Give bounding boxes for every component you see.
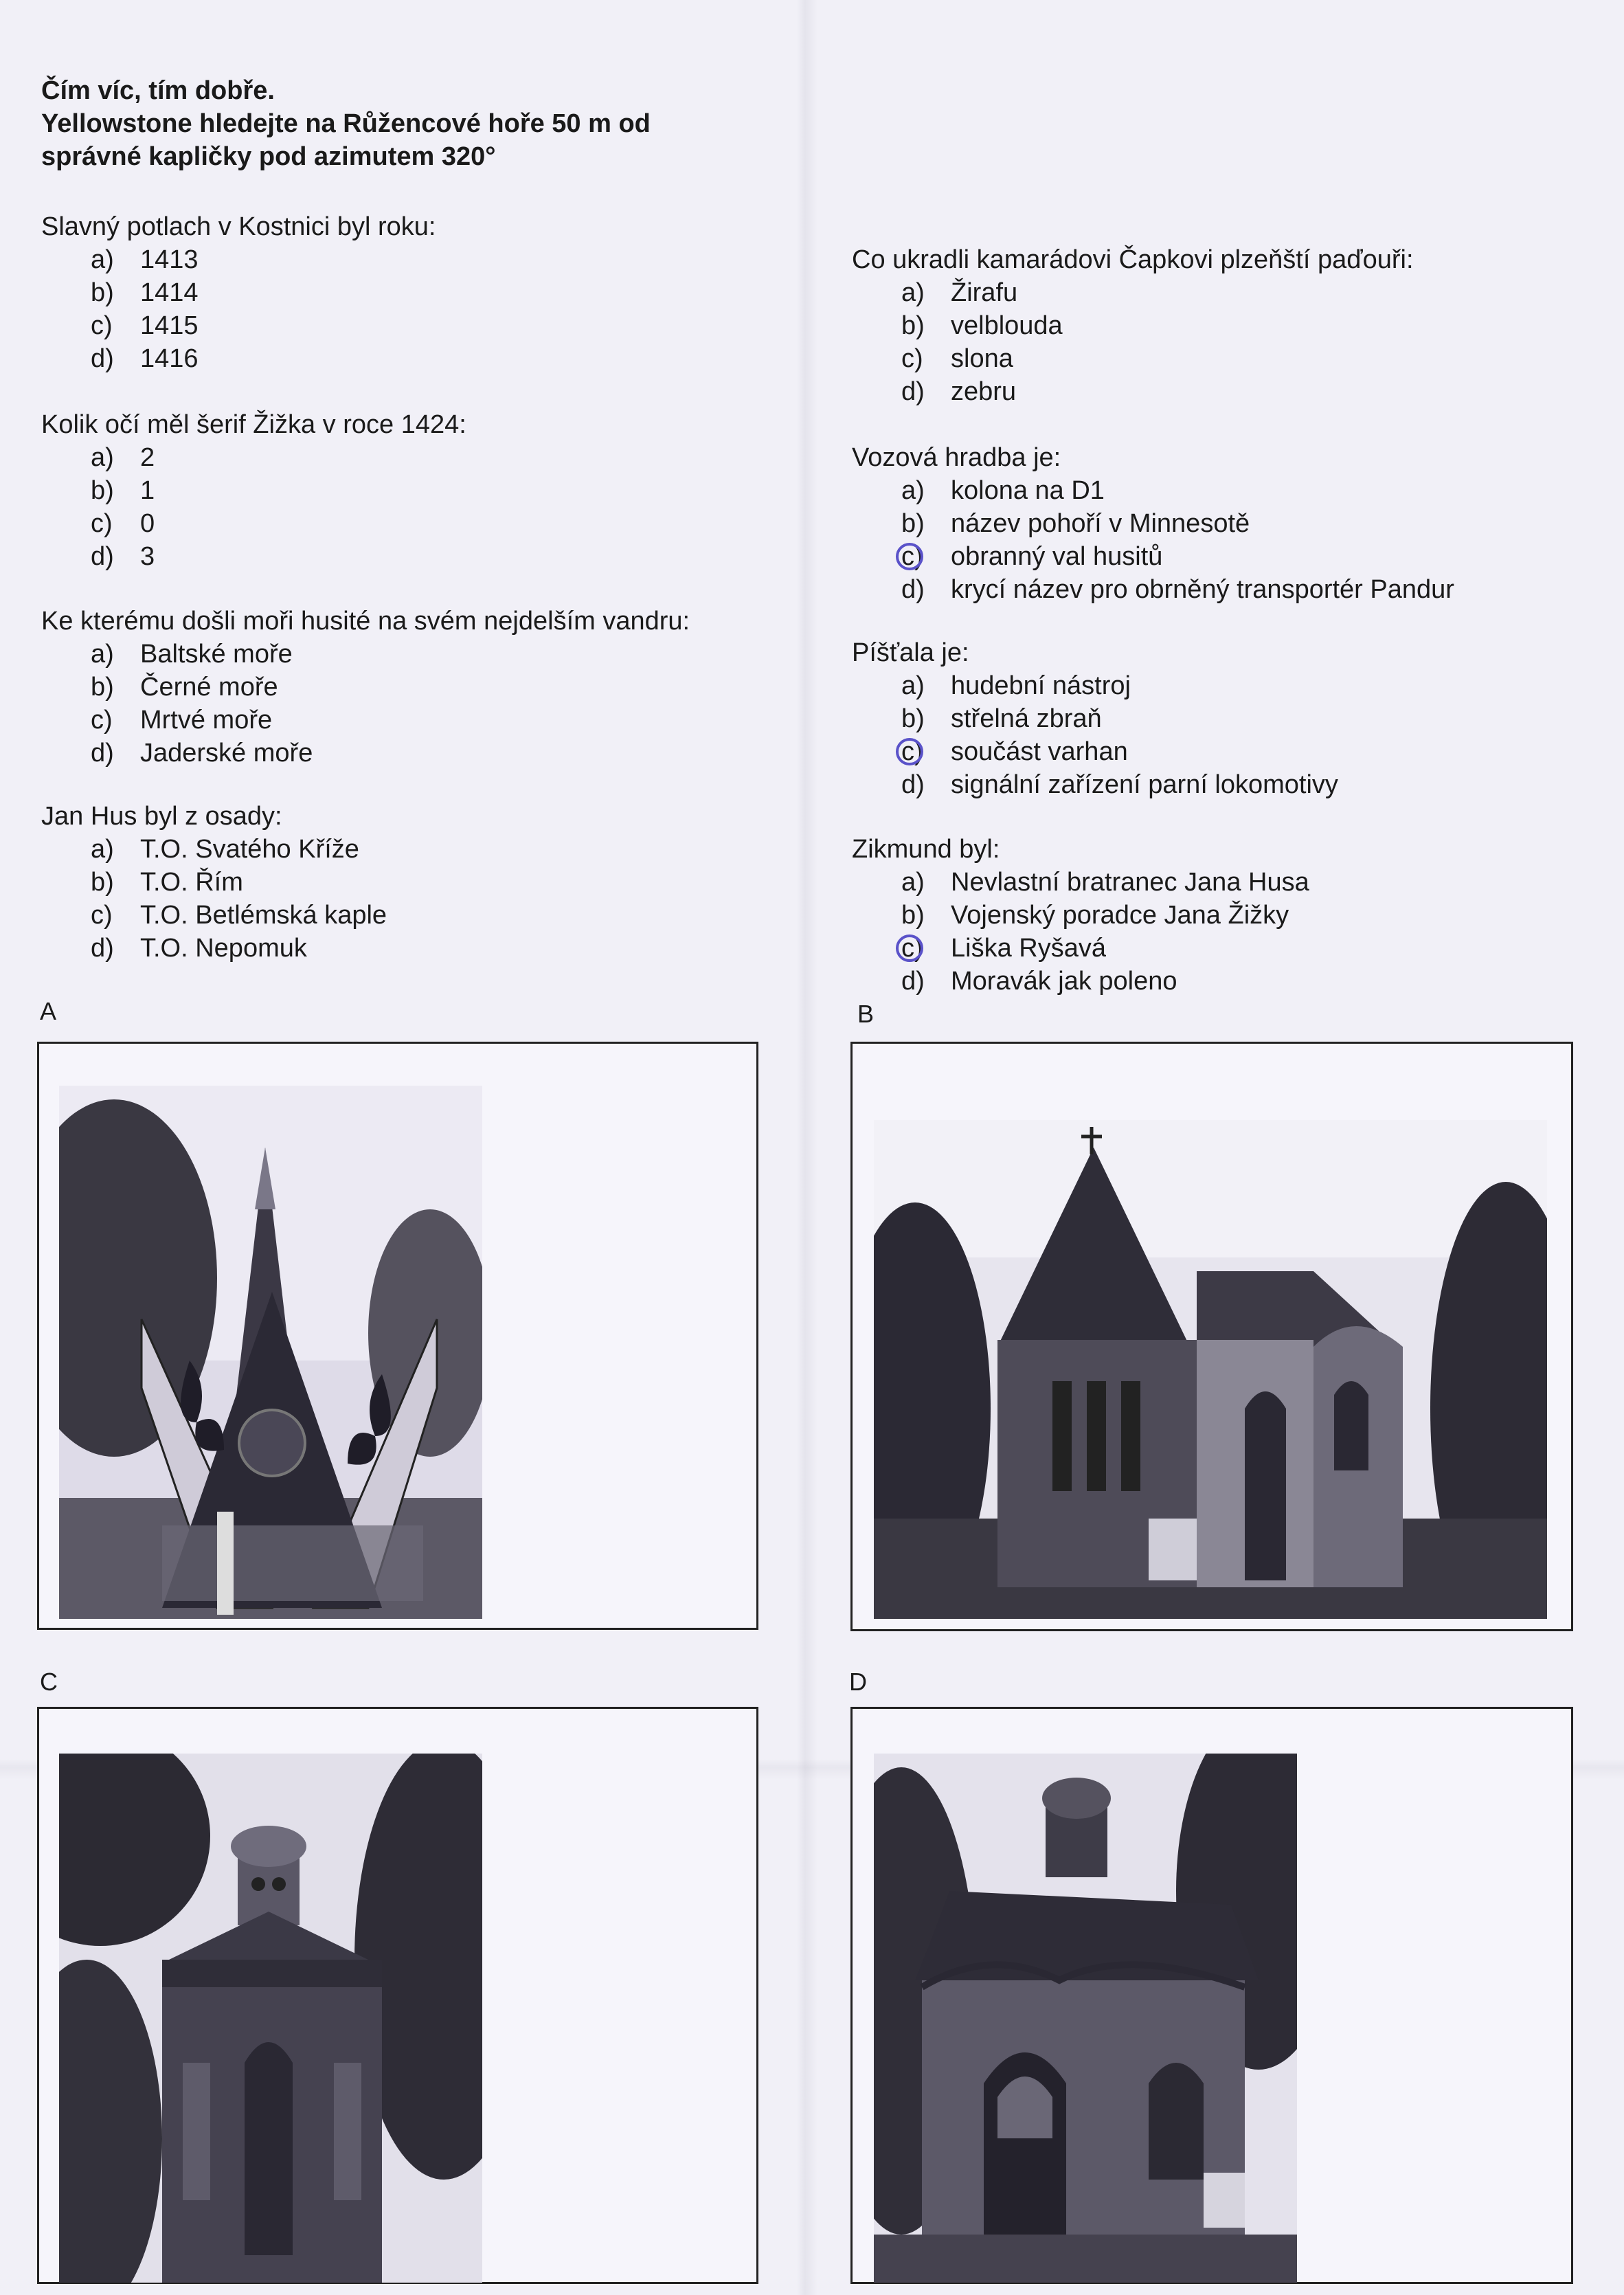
question-text: Vozová hradba je:: [852, 443, 1061, 472]
option-text: velblouda: [951, 311, 1063, 340]
chapel-photo-a: [59, 1086, 482, 1619]
question-text: Slavný potlach v Kostnici byl roku:: [41, 212, 436, 241]
option-letter: b): [91, 278, 114, 307]
option-text: Liška Ryšavá: [951, 934, 1106, 963]
answer-option: [901, 768, 1338, 801]
option-text: součást varhan: [951, 737, 1128, 766]
option-text: 1413: [140, 245, 199, 274]
answer-option-selected: [901, 540, 1454, 573]
option-letter: c): [91, 706, 113, 735]
quiz-header: [41, 74, 797, 173]
answer-option-selected: [901, 735, 1338, 768]
chapel-photo-b: [874, 1120, 1547, 1619]
option-text: název pohoří v Minnesotě: [951, 509, 1250, 538]
question-vozova-hradba: [852, 441, 1454, 606]
option-text: 1415: [140, 311, 199, 340]
option-text: Mrtvé moře: [140, 706, 273, 735]
option-letter: c): [901, 542, 923, 571]
answer-option: [41, 243, 436, 276]
answer-option: [901, 669, 1338, 702]
question-text: Kolik očí měl šerif Žižka v roce 1424:: [41, 410, 466, 439]
option-text: kolona na D1: [951, 476, 1105, 505]
option-text: 0: [140, 509, 155, 538]
pen-circle-mark: [896, 934, 923, 962]
question-text: Zikmund byl:: [852, 835, 1000, 864]
option-text: zebru: [951, 377, 1017, 406]
option-text: hudební nástroj: [951, 671, 1131, 700]
answer-option: [901, 507, 1454, 540]
option-letter: b): [91, 673, 114, 702]
option-letter: c): [91, 509, 113, 538]
option-letter: b): [901, 901, 925, 930]
answer-option: [41, 309, 436, 342]
chapel-photo-d: [874, 1754, 1297, 2283]
option-letter: d): [901, 575, 925, 604]
answer-option: [901, 965, 1309, 998]
option-letter: d): [901, 967, 925, 996]
option-text: Vojenský poradce Jana Žižky: [951, 901, 1289, 930]
question-sea: [41, 605, 690, 770]
question-text: Píšťala je:: [852, 638, 969, 667]
answer-option: [41, 833, 387, 866]
option-letter: a): [901, 868, 925, 897]
answer-option: [901, 276, 1414, 309]
answer-option: [41, 474, 466, 507]
option-letter: d): [91, 344, 114, 373]
option-letter: a): [91, 835, 114, 864]
option-letter: b): [901, 311, 925, 340]
option-text: 1: [140, 476, 155, 505]
option-text: T.O. Svatého Kříže: [140, 835, 359, 864]
question-kostnice: [41, 210, 436, 375]
answer-option: [41, 671, 690, 704]
option-letter: a): [91, 245, 114, 274]
option-text: Žirafu: [951, 278, 1018, 307]
option-letter: a): [901, 476, 925, 505]
option-letter: d): [901, 770, 925, 799]
answer-option: [901, 474, 1454, 507]
photo-label-c: C: [40, 1668, 58, 1696]
option-letter: d): [901, 377, 925, 406]
option-text: 1414: [140, 278, 199, 307]
photo-label-b: B: [857, 1000, 875, 1028]
option-text: krycí název pro obrněný transportér Pandur: [951, 575, 1454, 604]
answer-option: [41, 932, 387, 965]
answer-option: [41, 899, 387, 932]
answer-option: [41, 704, 690, 737]
option-letter: d): [91, 934, 114, 963]
option-letter: d): [91, 739, 114, 768]
option-letter: a): [91, 640, 114, 669]
photo-label-a: A: [40, 997, 57, 1025]
option-text: T.O. Betlémská kaple: [140, 901, 387, 930]
question-capek: [852, 243, 1414, 408]
question-hus-osada: [41, 800, 387, 965]
option-letter: c): [91, 311, 113, 340]
question-zikmund: [852, 833, 1309, 998]
answer-option: [41, 638, 690, 671]
option-text: signální zařízení parní lokomotivy: [951, 770, 1338, 799]
photo-label-d: D: [849, 1668, 867, 1696]
answer-option: [41, 507, 466, 540]
option-text: Černé moře: [140, 673, 278, 702]
answer-option: [41, 342, 436, 375]
pen-circle-mark: [896, 543, 923, 570]
pen-circle-mark: [896, 738, 923, 765]
option-letter: c): [901, 737, 923, 766]
option-text: střelná zbraň: [951, 704, 1102, 733]
answer-option: [901, 573, 1454, 606]
option-letter: b): [901, 704, 925, 733]
option-letter: c): [91, 901, 113, 930]
answer-option: [41, 540, 466, 573]
option-text: Moravák jak poleno: [951, 967, 1177, 996]
option-text: Nevlastní bratranec Jana Husa: [951, 868, 1309, 897]
header-line-2: Yellowstone hledejte na Růžencové hoře 50 m od: [41, 109, 651, 138]
question-pistala: [852, 636, 1338, 801]
option-letter: c): [901, 344, 923, 373]
answer-option: [41, 737, 690, 770]
option-text: T.O. Řím: [140, 868, 243, 897]
answer-option: [41, 441, 466, 474]
answer-option: [901, 375, 1414, 408]
option-text: slona: [951, 344, 1013, 373]
chapel-photo-c: [59, 1754, 482, 2283]
option-letter: a): [901, 278, 925, 307]
option-text: Baltské moře: [140, 640, 293, 669]
option-letter: d): [91, 542, 114, 571]
option-text: Jaderské moře: [140, 739, 313, 768]
option-letter: a): [91, 443, 114, 472]
option-text: obranný val husitů: [951, 542, 1163, 571]
answer-option: [901, 866, 1309, 899]
option-text: T.O. Nepomuk: [140, 934, 307, 963]
header-line-3: správné kapličky pod azimutem 320°: [41, 142, 496, 171]
answer-option: [901, 342, 1414, 375]
question-text: Co ukradli kamarádovi Čapkovi plzeňští paďouři:: [852, 245, 1414, 274]
answer-option: [41, 866, 387, 899]
answer-option: [901, 702, 1338, 735]
header-line-1: Čím víc, tím dobře.: [41, 76, 275, 105]
option-letter: b): [901, 509, 925, 538]
answer-option: [901, 309, 1414, 342]
question-text: Jan Hus byl z osady:: [41, 802, 282, 831]
option-letter: b): [91, 868, 114, 897]
option-letter: b): [91, 476, 114, 505]
question-text: Ke kterému došli moři husité na svém nejdelším vandru:: [41, 607, 690, 636]
option-text: 1416: [140, 344, 199, 373]
option-text: 3: [140, 542, 155, 571]
answer-option: [901, 899, 1309, 932]
answer-option-selected: [901, 932, 1309, 965]
answer-option: [41, 276, 436, 309]
question-zizka-eyes: [41, 408, 466, 573]
option-text: 2: [140, 443, 155, 472]
option-letter: c): [901, 934, 923, 963]
option-letter: a): [901, 671, 925, 700]
